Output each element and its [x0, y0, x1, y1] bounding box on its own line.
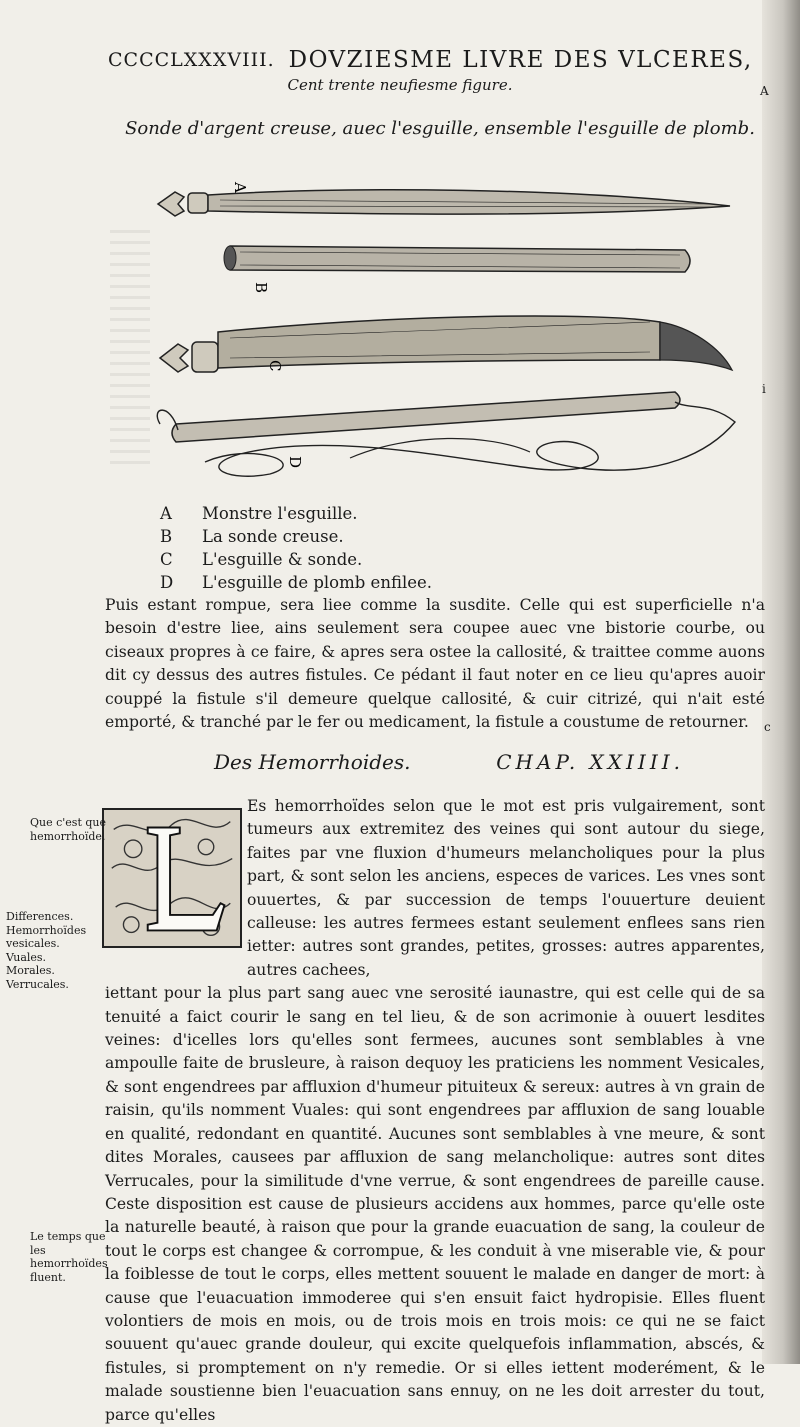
legend-row — [160, 502, 460, 525]
paragraph-hemorrhoids: iettant pour la plus part sang auec vne serosité iaunastre, qui est celle qui de sa tenuité a faict courir le sang en tel lieu, & de son acrimonie à ouuert lesdites veines: d'icelles lors qu'elles sont fermees, aucunes sont semblables à vne ampoulle faite de brusleure, à raison dequoy les praticiens les nomment Vesicales, & sont engendrees par affluxion d'humeur pituiteux & sereux: autres à vn grain de raisin, qu'ils nomment Vuales: qui sont engendrees par affluxion de sang louable en qualité, redondant en quantité. Aucunes sont semblables à vne meure, & sont dites Morales, causees par affluxion de sang melancholique: autres sont dites Verrucales, pour la similitude d'vne verrue, & sont engendrees de pareille cause. Ceste disposition est cause de plusieurs accidens aux hommes, parce qu'elle oste la naturelle beauté, à raison que pour la grande euacuation de sang, la couleur de tout le corps est changee & corrompue, & les conduit à vne miserable vie, & pour la foiblesse de tout le corps, elles mettent souuent le malade en danger de mort: à cause que l'euacuation immoderee qui s'en ensuit faict hydropisie. Elles fluent volontiers de mois en mois, ou de trois mois en trois mois: ce qui ne se faict souuent qu'auec grande douleur, qui excite quelquefois inflammation, abscés, & fistules, si promptement on n'y remedie. Or si elles iettent moderément, & le malade soustienne bien l'euacuation sans ennuy, on ne les doit arrester du tout, parce qu'elles — [105, 984, 765, 1424]
chapter-heading — [214, 750, 684, 776]
label-b: B — [252, 282, 270, 294]
legend-text: L'esguille de plomb enfilee. — [202, 573, 433, 592]
needle-and-probe-c — [160, 316, 732, 372]
legend-letter: D — [160, 573, 174, 592]
label-c: C — [266, 360, 284, 372]
legend-row — [160, 525, 460, 548]
legend-row — [160, 548, 460, 571]
show-through-texture — [110, 230, 150, 470]
body-text-top — [105, 594, 765, 734]
margin-note-definition: Que c'est que hemorrhoïde. — [30, 816, 107, 843]
running-title: DOVZIESME LIVRE DES VLCERES, — [288, 47, 753, 73]
bleed-mark: i — [762, 382, 766, 396]
needle-a — [158, 190, 730, 216]
paragraph-intro: Es hemorrhoïdes selon que le mot est pris vulgairement, sont tumeurs aux extremitez des veines qui sont autour du siege, faites par vne fluxion d'humeurs melancholiques pour la plus part, & sont selon les anciens, especes de varices. Les vnes sont ouuertes, & par succession de temps l'ouuerture deuient calleuse: les autres fermees estant seulement enflees sans rien ietter: autres sont grandes, petites, grosses: autres apparentes, autres cachees, — [247, 797, 765, 979]
legend-letter: B — [160, 527, 173, 546]
bleed-mark: A — [760, 84, 769, 98]
page-edge-shadow — [762, 0, 800, 1364]
page-header — [108, 40, 753, 80]
chapter-number: CHAP. XXIIII. — [496, 750, 684, 774]
legend-letter: C — [160, 550, 173, 569]
margin-note-differences: Differences. Hemorrhoïdes vesicales. Vuales. Morales. Verrucales. — [6, 910, 87, 991]
legend-text: La sonde creuse. — [202, 527, 344, 546]
bleed-mark: c — [764, 720, 771, 734]
lead-needle-d — [157, 392, 735, 476]
body-text-main — [105, 795, 765, 1427]
label-d: D — [286, 456, 304, 469]
folio-number: CCCCLXXXVIII. — [108, 49, 275, 71]
probe-illustration — [150, 162, 740, 492]
legend-text: L'esguille & sonde. — [202, 550, 363, 569]
legend-text: Monstre l'esguille. — [202, 504, 358, 523]
legend-row — [160, 571, 460, 594]
hollow-probe-b — [224, 246, 690, 272]
chapter-title: Des Hemorrhoides. — [214, 750, 411, 774]
figure-caption: Sonde d'argent creuse, auec l'esguille, ensemble l'esguille de plomb. — [125, 118, 755, 139]
paragraph-fistula: Puis estant rompue, sera liee comme la susdite. Celle qui est superficielle n'a besoin d'estre liee, ains seulement sera coupee auec vne bistorie courbe, ou ciseaux propres à ce faire, & apres sera ostee la callosité, & traittee comme auons dit cy dessus des autres fistules. Ce pédant il faut noter en ce lieu qu'apres auoir couppé la fistule s'il demeure quelque callosité, & cuir citrizé, qui n'ait esté emporté, & tranché par le fer ou medicament, la fistule a coustume de retourner. — [105, 596, 765, 732]
legend-letter: A — [160, 504, 172, 523]
figure-number: Cent trente neufiesme figure. — [287, 76, 513, 94]
figure-legend — [160, 502, 460, 594]
label-a: A — [231, 182, 249, 193]
margin-note-timing: Le temps que les hemorrhoïdes fluent. — [30, 1230, 108, 1284]
